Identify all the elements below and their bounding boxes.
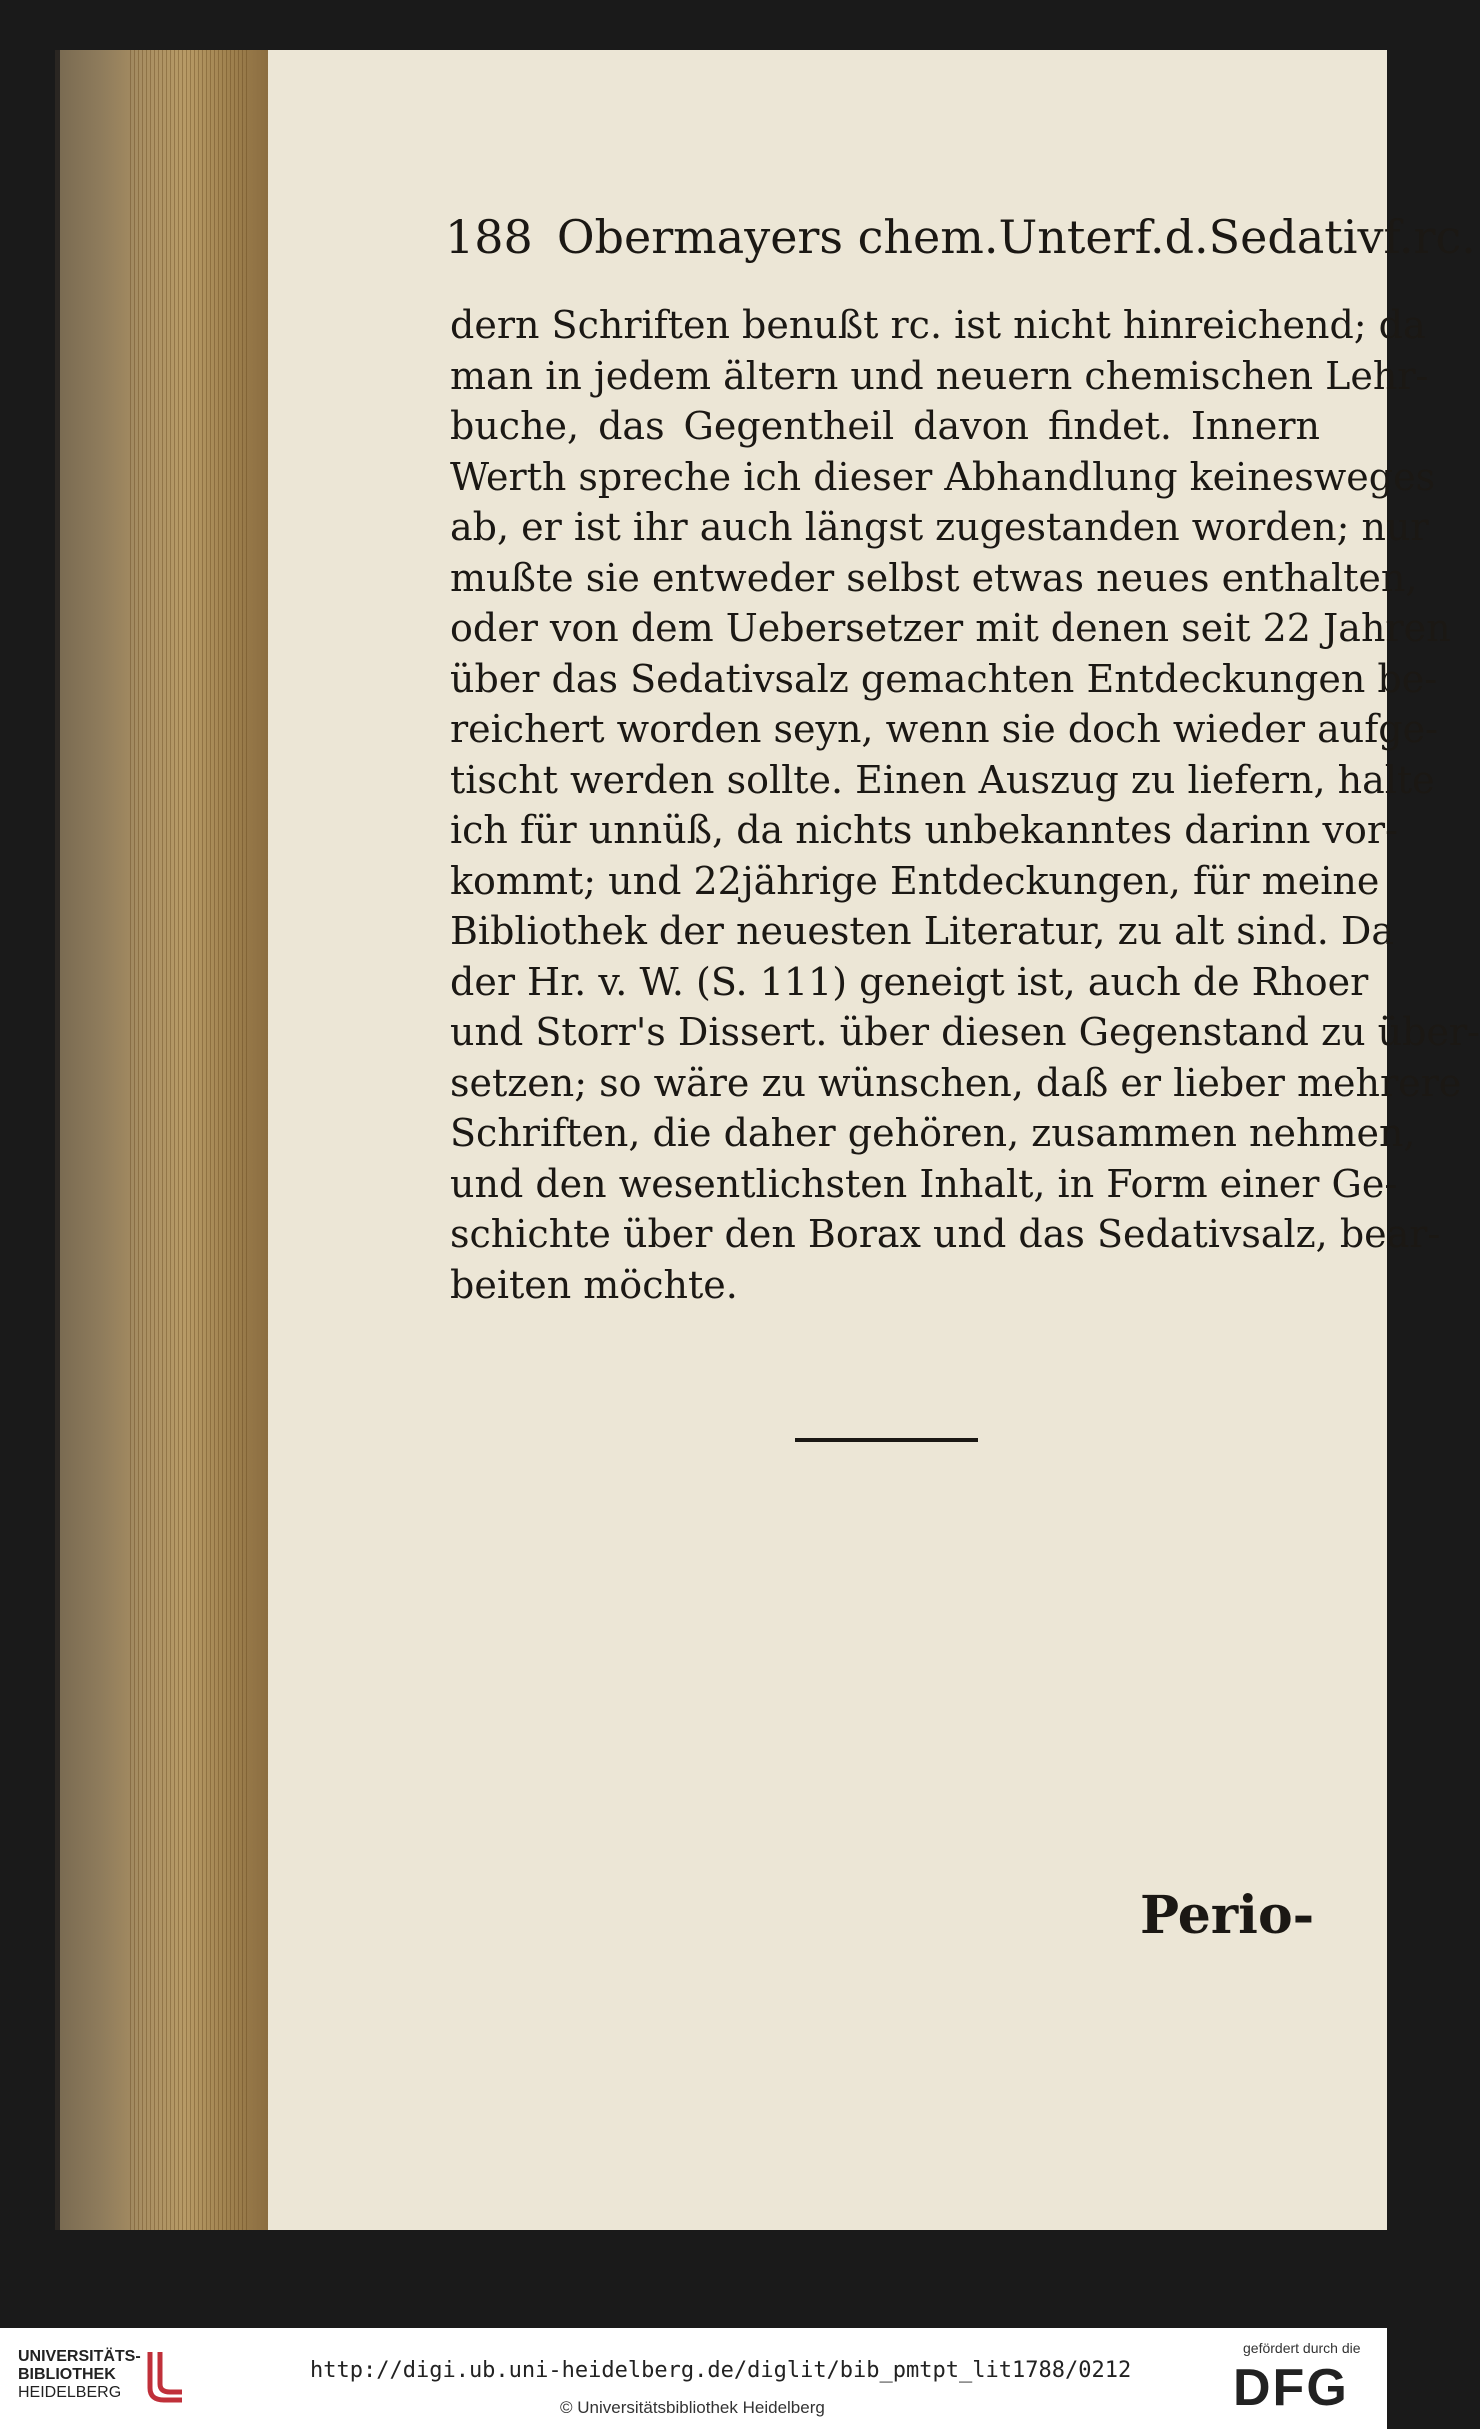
text-line: und Storr's Dissert. über diesen Gegenstand zu über- (450, 1010, 1480, 1054)
text-line: der Hr. v. W. (S. 111) geneigt ist, auch de Rhoer (450, 959, 1369, 1004)
text-line: mußte sie entweder selbst etwas neues enthalten, (450, 555, 1418, 600)
permalink-url[interactable]: http://digi.ub.uni-heidelberg.de/diglit/bib_pmtpt_lit1788/0212 (310, 2358, 1132, 2383)
library-name-line3: HEIDELBERG (18, 2384, 122, 2401)
text-line: man in jedem ältern und neuern chemischen Lehr- (450, 353, 1429, 398)
text-line: und den wesentlichsten Inhalt, in Form einer Ge- (450, 1161, 1398, 1206)
page-edge (60, 50, 270, 2230)
body-text (450, 300, 1480, 1310)
funding-label: gefördert durch die (1243, 2340, 1361, 2356)
text-line: Schriften, die daher gehören, zusammen nehmen, (450, 1111, 1416, 1155)
text-line: ich für unnüß, da nichts unbekanntes darinn vor- (450, 808, 1398, 852)
text-line: ab, er ist ihr auch längst zugestanden worden; nur (450, 505, 1429, 549)
text-line: über das Sedativsalz gemachten Entdeckungen be- (450, 656, 1438, 701)
catchword: Perio- (1140, 1885, 1315, 1946)
footer-bar (0, 2328, 1387, 2429)
text-line: buche, das Gegentheil davon findet. Innern (450, 404, 1320, 448)
library-mark-icon (142, 2348, 190, 2406)
copyright-notice: © Universitätsbibliothek Heidelberg (560, 2398, 825, 2417)
section-rule (795, 1438, 978, 1442)
text-line: beiten möchte. (450, 1262, 738, 1307)
library-name-line2: BIBLIOTHEK (18, 2366, 116, 2383)
text-line: setzen; so wäre zu wünschen, daß er lieber mehrere (450, 1060, 1462, 1105)
text-line: schichte über den Borax und das Sedativsalz, bear- (450, 1212, 1441, 1256)
text-line: kommt; und 22jährige Entdeckungen, für meine (450, 858, 1380, 903)
running-title: Obermayers chem.Unterf.d.Sedativf.rc. (556, 210, 1476, 264)
text-line: tischt werden sollte. Einen Auszug zu liefern, halte (450, 757, 1435, 802)
text-line: oder von dem Uebersetzer mit denen seit 22 Jahren (450, 606, 1451, 650)
page-number: 188 (445, 210, 533, 264)
library-logo (18, 2348, 141, 2402)
text-line: Werth spreche ich dieser Abhandlung keinesweges (450, 454, 1436, 499)
text-line: reichert worden seyn, wenn sie doch wieder aufge- (450, 707, 1438, 751)
dfg-logo: DFG (1233, 2359, 1349, 2417)
text-line: dern Schriften benußt rc. ist nicht hinreichend; da (450, 303, 1426, 347)
text-line: Bibliothek der neuesten Literatur, zu alt sind. Da (450, 909, 1395, 953)
running-header (445, 210, 1476, 264)
library-name-line1: UNIVERSITÄTS- (18, 2348, 141, 2365)
